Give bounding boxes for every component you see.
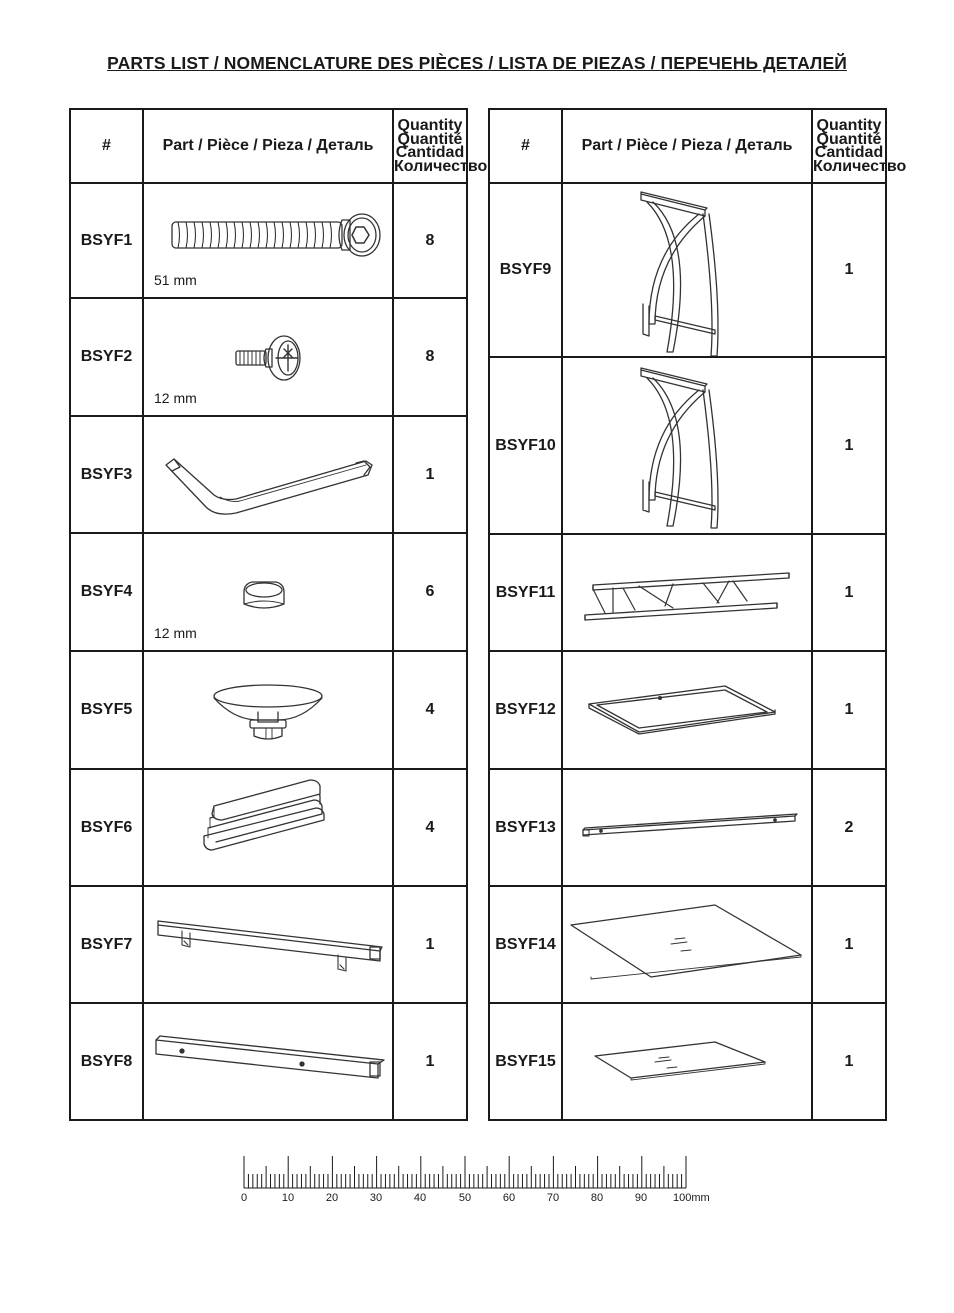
qty-ru: Количество [394,157,488,175]
part-quantity: 8 [393,298,467,416]
ruler-label: 50 [458,1192,472,1204]
part-quantity: 4 [393,769,467,886]
size-label: 12 mm [154,390,197,406]
x-leg-frame-icon [563,358,811,533]
size-label: 12 mm [154,625,197,641]
part-code: BSYF5 [70,651,143,769]
table-row [489,534,886,651]
part-quantity: 1 [812,886,886,1003]
table-row [70,183,467,298]
long-rail-icon [563,770,811,885]
header-number: # [70,109,143,183]
header-part: Part / Pièce / Pieza / Деталь [562,109,812,183]
part-code: BSYF8 [70,1003,143,1120]
suction-cup-icon [144,652,392,768]
bracket-bar-icon [144,887,392,1002]
table-row [489,183,886,357]
header-part: Part / Pièce / Pieza / Деталь [143,109,393,183]
part-code: BSYF12 [489,651,562,769]
part-quantity: 1 [393,886,467,1003]
drilled-bar-icon [144,1004,392,1119]
part-quantity: 6 [393,533,467,651]
part-quantity: 1 [393,416,467,533]
part-quantity: 1 [393,1003,467,1120]
table-row [70,416,467,533]
part-quantity: 1 [812,534,886,651]
ruler-label: 70 [546,1192,560,1204]
qty-fr: Quantité [397,130,463,148]
ruler-label: 60 [502,1192,516,1204]
mm-ruler [236,1150,726,1212]
part-quantity: 8 [393,183,467,298]
part-code: BSYF10 [489,357,562,534]
part-code: BSYF3 [70,416,143,533]
table-row [70,533,467,651]
table-row [489,886,886,1003]
part-quantity: 1 [812,183,886,357]
part-quantity: 1 [812,357,886,534]
x-leg-frame-icon [563,184,811,356]
rectangular-frame-icon [563,652,811,768]
qty-ru: Количество [813,157,907,175]
ruler-label: 40 [413,1192,427,1204]
ruler-label: 10 [281,1192,295,1204]
part-code: BSYF9 [489,183,562,357]
table-row [489,1003,886,1120]
large-glass-panel-icon [563,887,811,1002]
ruler-label: 100mm [673,1192,710,1204]
table-row [489,357,886,534]
size-label: 51 mm [154,272,197,288]
ruler-label: 30 [369,1192,383,1204]
page-title: PARTS LIST / NOMENCLATURE DES PIÈCES / LISTA DE PIEZAS / ПЕРЕЧЕНЬ ДЕТАЛЕЙ [107,53,847,73]
small-glass-panel-icon [563,1004,811,1119]
truss-rail-icon [563,535,811,650]
table-row [70,298,467,416]
part-code: BSYF15 [489,1003,562,1120]
part-code: BSYF7 [70,886,143,1003]
qty-en: Quantity [397,117,463,134]
ruler-label: 20 [325,1192,339,1204]
table-row [70,651,467,769]
part-code: BSYF2 [70,298,143,416]
table-row [70,886,467,1003]
ruler-label: 90 [634,1192,648,1204]
qty-en: Quantity [816,117,882,134]
table-row [489,651,886,769]
part-code: BSYF6 [70,769,143,886]
ruler-label: 80 [590,1192,604,1204]
table-row [70,1003,467,1120]
part-code: BSYF1 [70,183,143,298]
part-code: BSYF4 [70,533,143,651]
header-quantity [812,109,907,183]
part-quantity: 4 [393,651,467,769]
parts-table-right [488,108,907,1121]
parts-table-left [69,108,488,1121]
qty-es: Cantidad [395,144,465,161]
ruler-label: 0 [240,1192,248,1204]
part-quantity: 2 [812,769,886,886]
part-code: BSYF13 [489,769,562,886]
rectangular-end-caps-icon [144,770,392,885]
allen-key-icon [144,417,392,532]
part-quantity: 1 [812,1003,886,1120]
part-code: BSYF11 [489,534,562,651]
qty-es: Cantidad [814,144,884,161]
qty-fr: Quantité [816,130,882,148]
header-number: # [489,109,562,183]
part-quantity: 1 [812,651,886,769]
part-code: BSYF14 [489,886,562,1003]
table-row [489,769,886,886]
header-quantity [393,109,488,183]
table-row [70,769,467,886]
